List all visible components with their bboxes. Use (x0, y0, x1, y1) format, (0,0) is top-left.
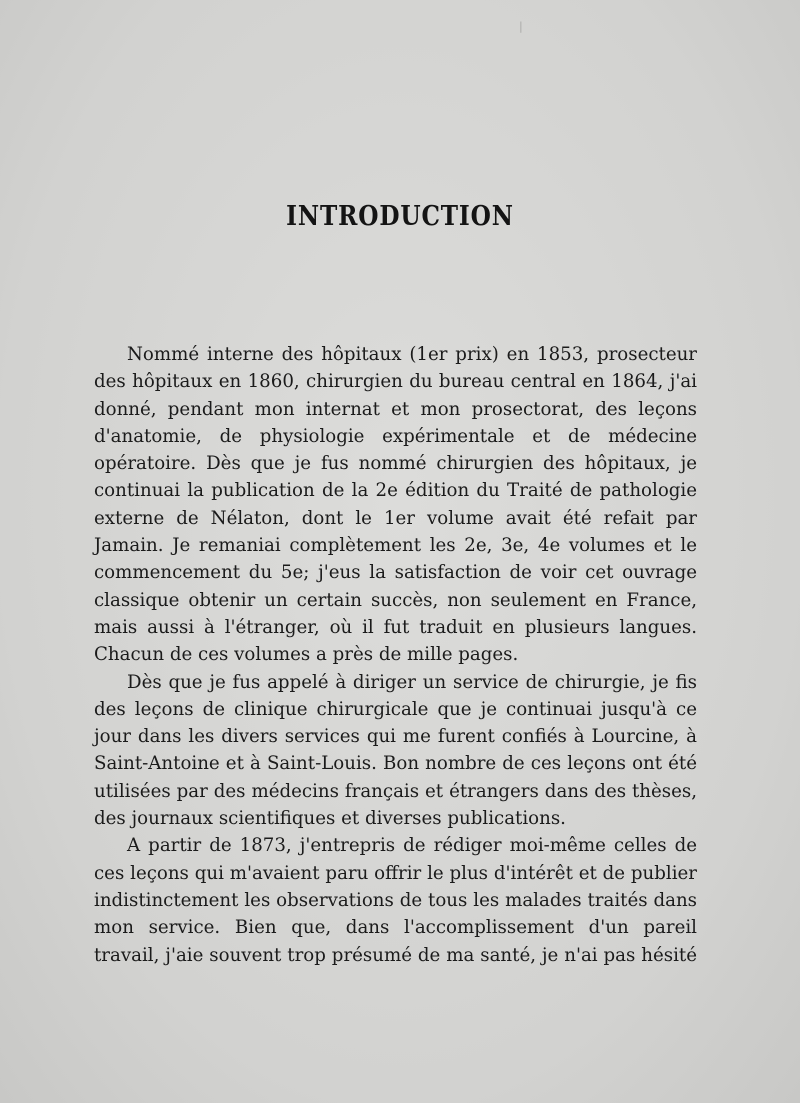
paragraph-3: A partir de 1873, j'entrepris de rédiger moi-même celles de ces leçons qui m'avaient paru offrir le plus d'intérêt et de publier indistinctement les observations de tous les malades traités dans mon service. Bien que, dans l'accomplissement d'un pareil travail, j'aie souvent trop présumé de ma santé, je n'ai pas hésité (94, 835, 697, 966)
page-title: INTRODUCTION (286, 201, 514, 232)
paragraph-2: Dès que je fus appelé à diriger un service de chirurgie, je fis des leçons de clinique chirurgicale que je continuai jusqu'à ce jour dans les divers services qui me furent confiés à Lourcine, à Saint-Antoine et à Saint-Louis. Bon nombre de ces leçons ont été utilisées par des médecins français et étrangers dans des thèses, des journaux scientifiques et diverses publications. (94, 671, 697, 830)
page-mark: | (519, 20, 523, 33)
body-text (94, 341, 697, 969)
paragraph-1: Nommé interne des hôpitaux (1er prix) en 1853, prosecteur des hôpitaux en 1860, chirurgien du bureau central en 1864, j'ai donné, pendant mon internat et mon prosectorat, des leçons d'anatomie, de physiologie expérimentale et de médecine opératoire. Dès que je fus nommé chirurgien des hôpitaux, je continuai la publication de la 2e édition du Traité de pathologie externe de Nélaton, dont le 1er volume avait été refait par Jamain. Je remaniai complètement les 2e, 3e, 4e volumes et le commencement du 5e; j'eus la satisfaction de voir cet ouvrage classique obtenir un certain succès, non seulement en France, mais aussi à l'étranger, où il fut traduit en plusieurs langues. Chacun de ces volumes a près de mille pages. (94, 344, 697, 666)
